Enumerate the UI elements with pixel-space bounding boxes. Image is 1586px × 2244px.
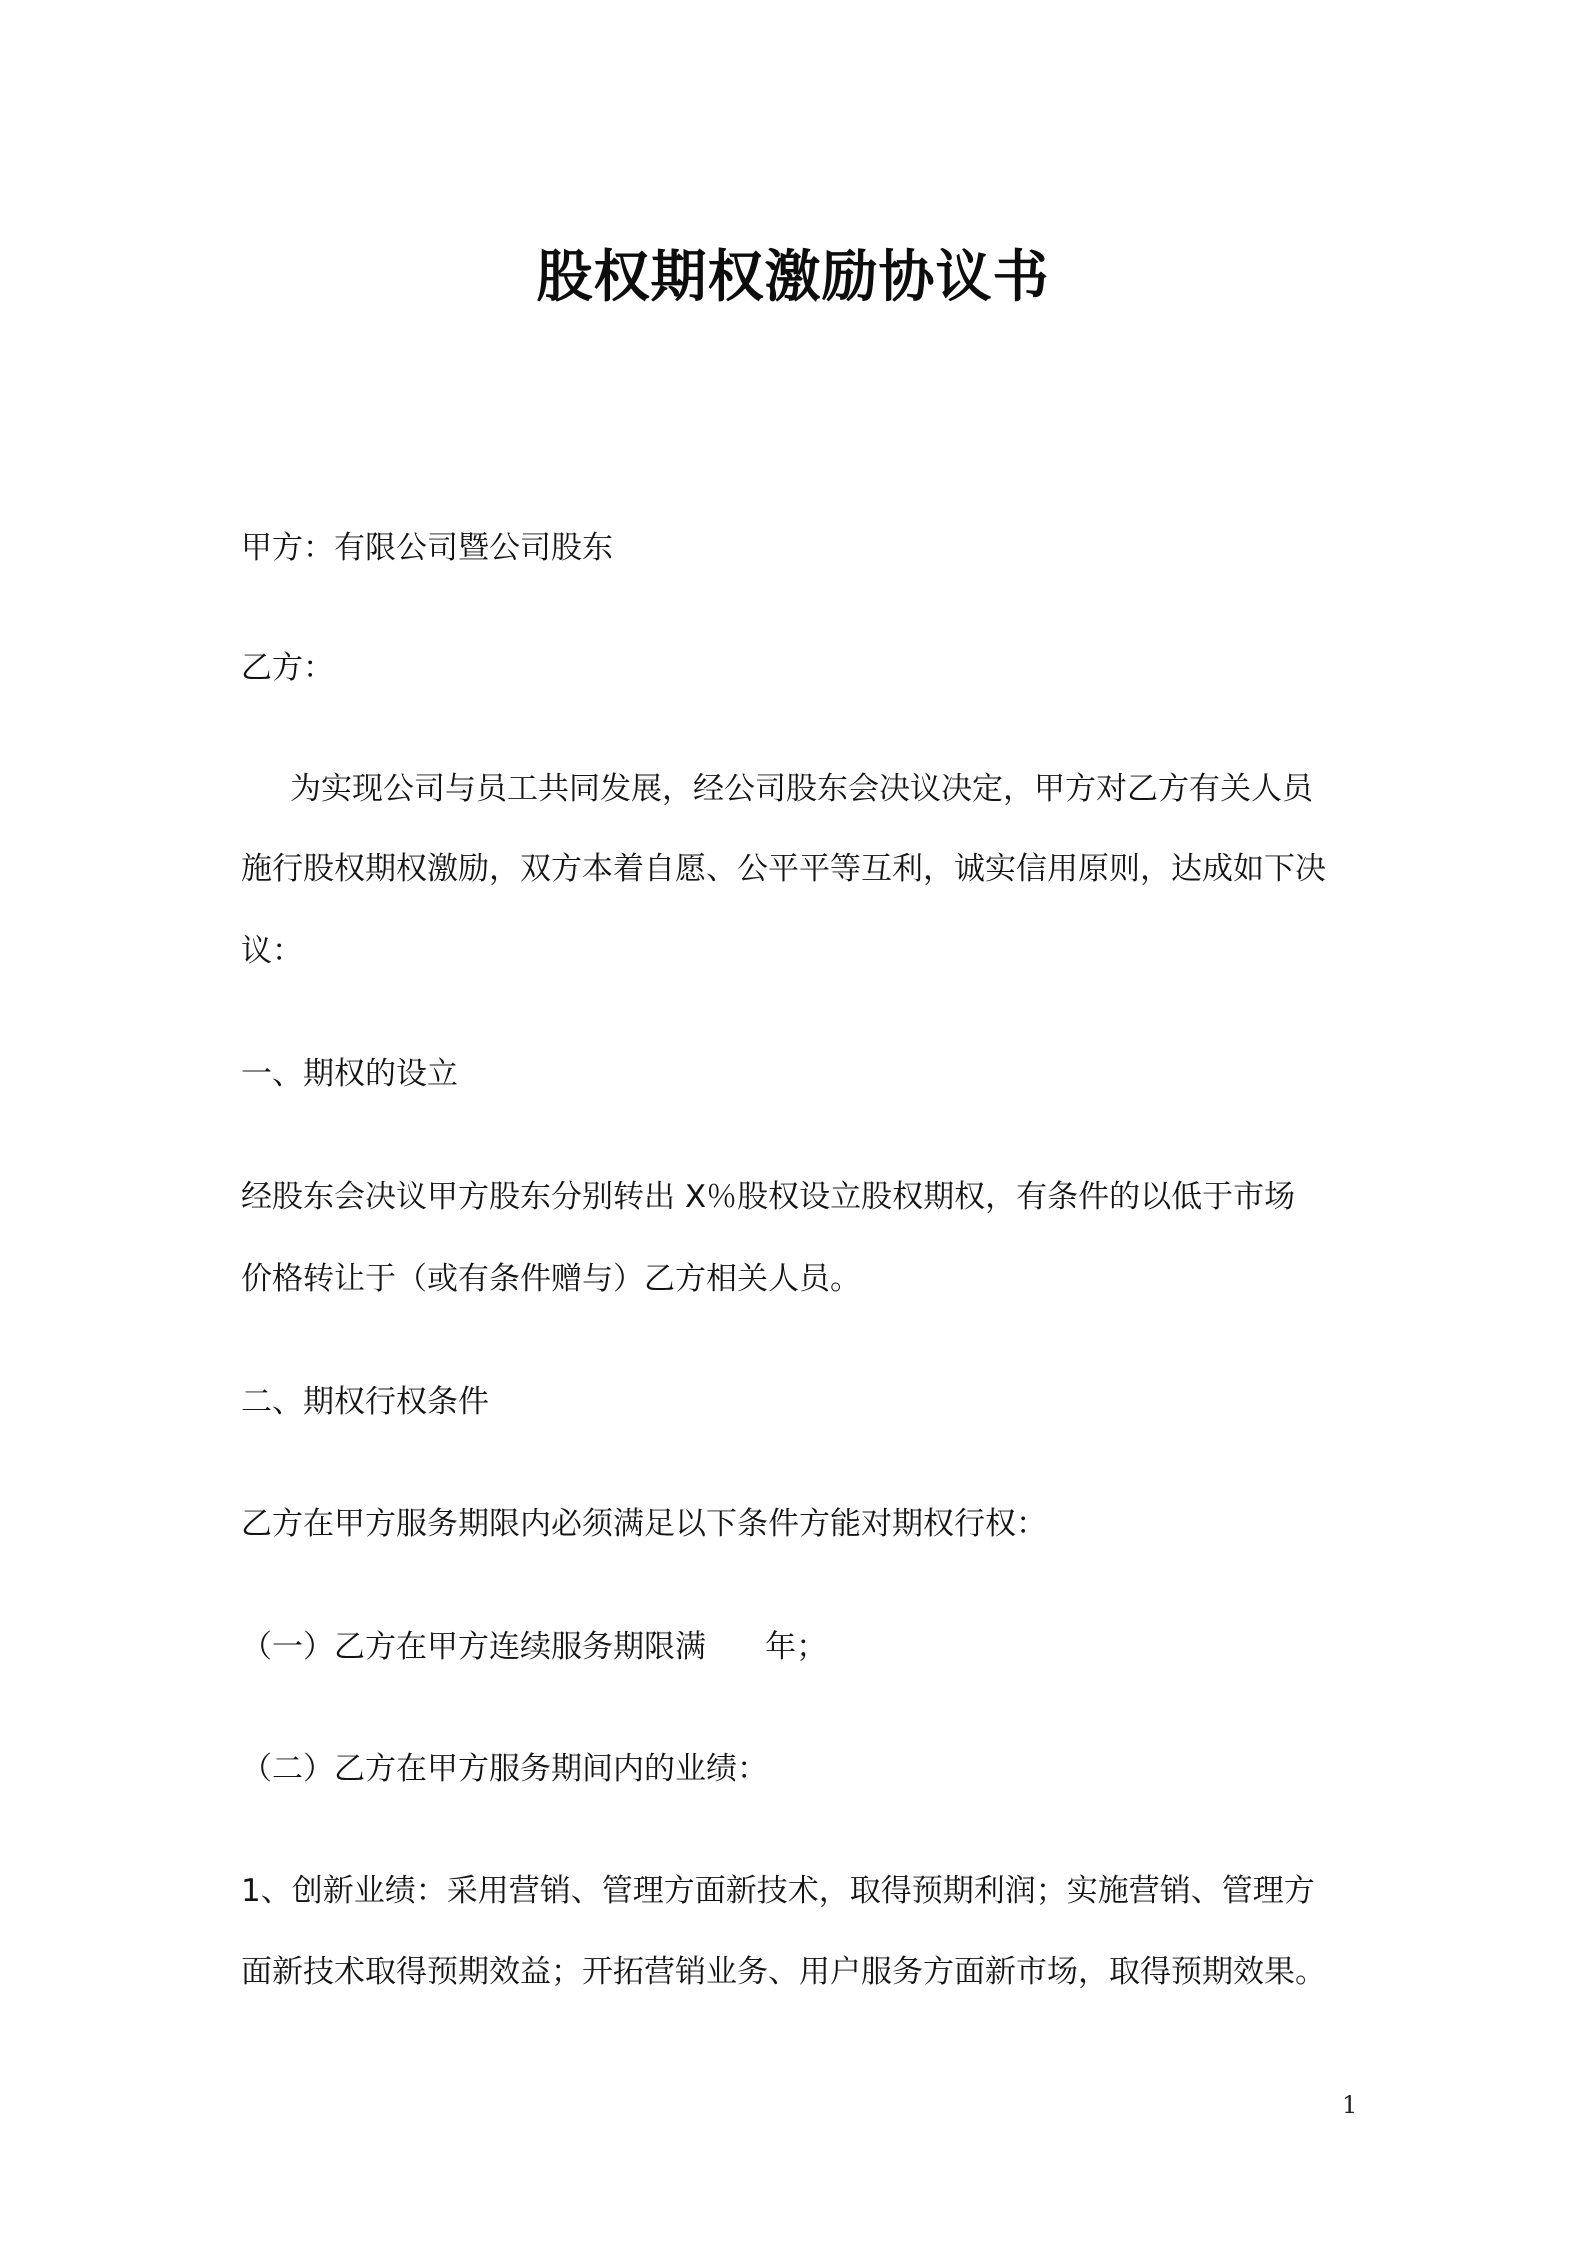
intro-line-1: 为实现公司与员工共同发展，经公司股东会决议决定，甲方对乙方有关人员 xyxy=(290,771,1313,807)
document-title: 股权期权激励协议书 xyxy=(536,245,1050,310)
intro-line-3: 议： xyxy=(241,933,303,969)
section-2-item-2: （二）乙方在甲方服务期间内的业绩： xyxy=(241,1751,768,1787)
section-2-point-1-line-2: 面新技术取得预期效益；开拓营销业务、用户服务方面新市场，取得预期效果。 xyxy=(241,1954,1326,1990)
intro-line-2: 施行股权期权激励，双方本着自愿、公平平等互利，诚实信用原则，达成如下决 xyxy=(241,851,1326,887)
section-1-body-line-2: 价格转让于（或有条件赠与）乙方相关人员。 xyxy=(241,1261,861,1297)
section-2-heading: 二、期权行权条件 xyxy=(241,1384,489,1420)
party-b-line: 乙方： xyxy=(241,650,334,686)
section-1-body-line-1: 经股东会决议甲方股东分别转出 X％股权设立股权期权，有条件的以低于市场 xyxy=(241,1179,1296,1215)
page-number: 1 xyxy=(1342,2091,1358,2119)
section-2-item-1: （一）乙方在甲方连续服务期限满 年； xyxy=(241,1629,828,1665)
section-2-point-1-line-1: 1、创新业绩：采用营销、管理方面新技术，取得预期利润；实施营销、管理方 xyxy=(241,1873,1315,1909)
section-1-heading: 一、期权的设立 xyxy=(241,1056,458,1092)
section-2-lead: 乙方在甲方服务期限内必须满足以下条件方能对期权行权： xyxy=(241,1506,1047,1542)
party-a-line: 甲方：有限公司暨公司股东 xyxy=(241,530,613,566)
